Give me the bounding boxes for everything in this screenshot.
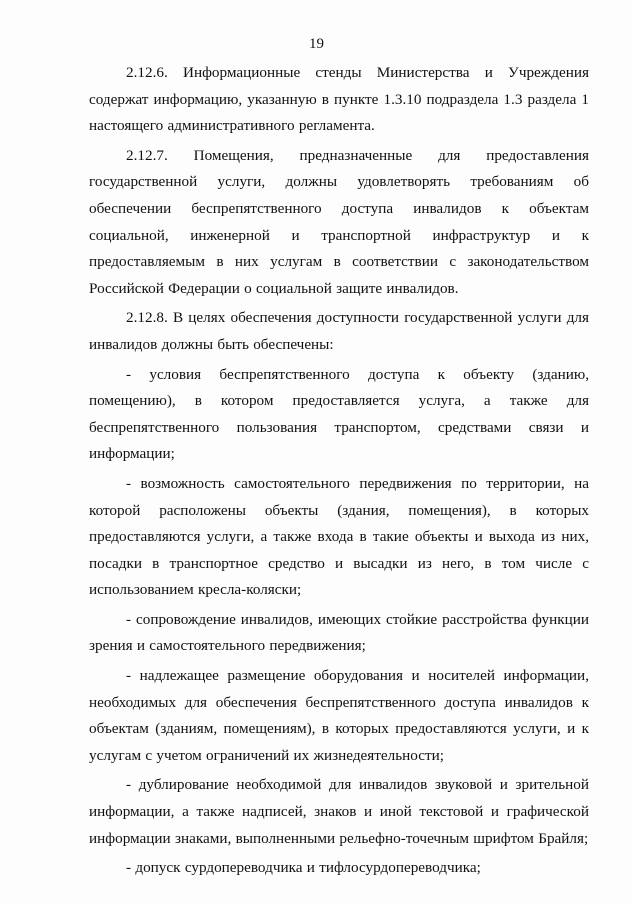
page-number: 19 bbox=[309, 36, 324, 52]
document-body bbox=[89, 60, 589, 885]
paragraph-2-12-6: 2.12.6. Информационные стенды Министерства и Учреждения содержат информацию, указанную в пункте 1.3.10 подраздела 1.3 раздела 1 настоящего административного регламента. bbox=[89, 64, 589, 135]
list-item-interpreter-admission: - допуск сурдопереводчика и тифлосурдопереводчика; bbox=[126, 859, 481, 877]
paragraph-2-12-8: 2.12.8. В целях обеспечения доступности государственной услуги для инвалидов должны быть обеспечены: bbox=[89, 309, 589, 353]
list-item-escort: - сопровождение инвалидов, имеющих стойкие расстройства функции зрения и самостоятельного передвижения; bbox=[89, 610, 589, 655]
list-item-equipment-placement: - надлежащее размещение оборудования и носителей информации, необходимых для обеспечения беспрепятственного доступа инвалидов к объектам (зданиям, помещениям), в которых предоставляются услуги, и к услугам с учетом ограничений их жизнедеятельности; bbox=[89, 667, 589, 764]
paragraph-2-12-7: 2.12.7. Помещения, предназначенные для предоставления государственной услуги, должны удовлетворять требованиям об обеспечении беспрепятственного доступа инвалидов к объектам социальной, инженерной и транспортной инфраструктур и к предоставляемым в них услугам в соответствии с законодательством Российской Федерации о социальной защите инвалидов. bbox=[89, 146, 589, 297]
list-item-independent-movement: - возможность самостоятельного передвижения по территории, на которой расположены объекты (здания, помещения), в которых предоставляются услуги, а также входа в такие объекты и выхода из них, посадки в транспортное средство и высадки из него, в том числе с использованием кресла-коляски; bbox=[89, 474, 589, 599]
list-item-information-duplication: - дублирование необходимой для инвалидов звуковой и зрительной информации, а также надписей, знаков и иной текстовой и графической информации знаками, выполненными рельефно-точечным шрифтом Брайля; bbox=[89, 776, 589, 847]
list-item-access-conditions: - условия беспрепятственного доступа к объекту (зданию, помещению), в котором предоставляется услуга, а также для беспрепятственного пользования транспортом, средствами связи и информации; bbox=[89, 365, 589, 463]
